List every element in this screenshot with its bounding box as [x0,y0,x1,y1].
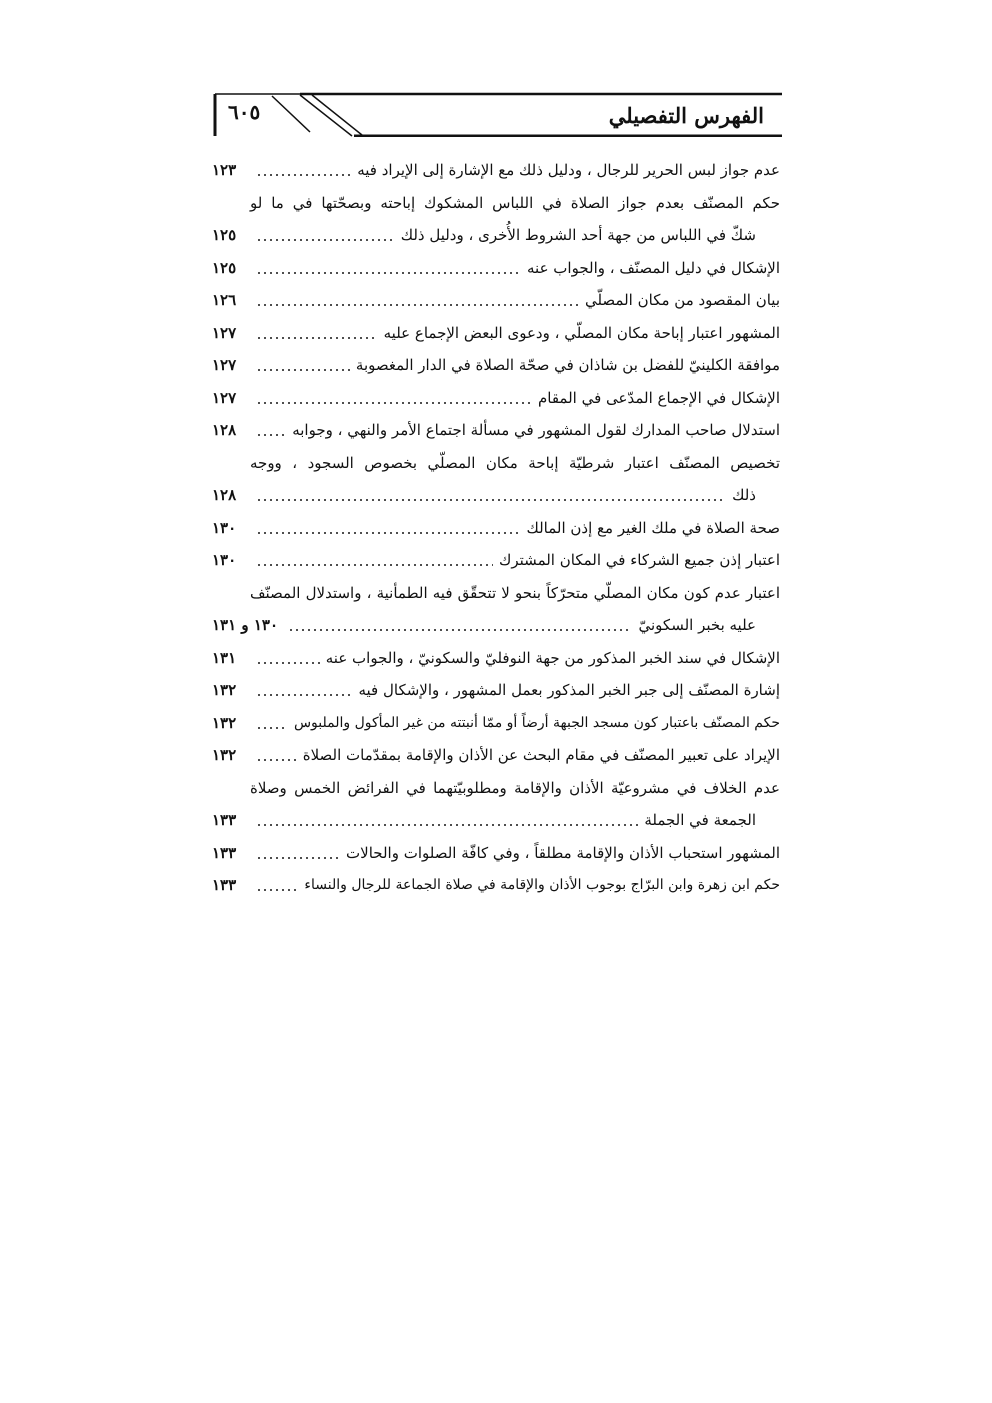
index-entry [212,707,782,740]
entry-page: ١٣٢ [212,713,237,732]
entry-page: ١٢٧ [212,388,237,407]
dot-leader [256,889,298,891]
entry-page: ١٢٥ [212,226,237,245]
entry-page: ١٣٠ و ١٣١ [212,616,279,635]
entry-text: بيان المقصود من مكان المصلّي [584,291,780,310]
entry-text: استدلال صاحب المدارك لقول المشهور في مسألة اجتماع الأمر والنهي ، وجوابه [292,421,780,440]
index-entry [212,414,782,447]
index-entry [212,577,782,610]
entry-page: ١٢٨ [212,486,237,505]
entry-page: ١٢٦ [212,291,237,310]
dot-leader [256,337,378,339]
entry-text: حكم المصنّف بعدم جواز الصلاة في اللباس المشكوك إباحته وبصحّتها في ما لو [250,193,780,212]
entry-text: الإشكال في دليل المصنّف ، والجواب عنه [527,258,780,277]
entry-page: ١٣٣ [212,811,237,830]
entry-page: ١٣١ [212,648,237,667]
entry-text: الجمعة في الجملة [644,811,756,830]
index-entry [212,869,782,902]
page-title: الفهرس التفصيلي [608,103,764,128]
entry-text: عدم جواز لبس الحرير للرجال ، ودليل ذلك مع الإشارة إلى الإيراد فيه [357,161,780,180]
dot-leader [256,239,395,241]
dot-leader [256,272,521,274]
dot-leader [256,174,351,176]
entry-text: الإيراد على تعبير المصنّف في مقام البحث عن الأذان والإقامة بمقدّمات الصلاة [302,746,780,765]
entry-page: ١٣٣ [212,876,237,895]
dot-leader [256,662,320,664]
index-entry [212,772,782,805]
index-entry-continuation [212,219,782,252]
index-entry [212,154,782,187]
entry-page: ١٢٧ [212,356,237,375]
index-entry-continuation [212,609,782,642]
dot-leader [256,694,352,696]
entry-text: عليه بخبر السكونيّ [638,616,756,635]
index-entry [212,739,782,772]
entry-text: حكم ابن زهرة وابن البرّاج بوجوب الأذان والإقامة في صلاة الجماعة للرجال والنساء [304,877,780,894]
index-entry [212,674,782,707]
entry-text: شكّ في اللباس من جهة أحد الشروط الأُخرى ، ودليل ذلك [400,226,756,245]
dot-leader [256,304,579,306]
entry-text: إشارة المصنّف إلى جبر الخبر المذكور بعمل المشهور ، والإشكال فيه [358,681,780,700]
entry-text: اعتبار عدم كون مكان المصلّي متحرّكاً بنحو لا تتحقّق فيه الطمأنية ، واستدلال المصنّف [250,583,780,602]
entry-page: ١٣٢ [212,746,237,765]
dot-leader [256,857,340,859]
entry-text: الإشكال في الإجماع المدّعى في المقام [537,388,780,407]
index-entries [212,154,782,902]
index-entry [212,187,782,220]
entry-page: ١٢٧ [212,323,237,342]
index-entry-continuation [212,804,782,837]
dot-leader [256,402,532,404]
entry-page: ١٢٥ [212,258,237,277]
entry-text: عدم الخلاف في مشروعيّة الأذان والإقامة ومطلوبيّتهما في الفرائض الخمس وصلاة [250,778,780,797]
index-entry [212,447,782,480]
index-entry-continuation [212,479,782,512]
index-entry [212,349,782,382]
index-entry [212,252,782,285]
entry-page: ١٣٣ [212,843,237,862]
dot-leader [256,369,350,371]
entry-text: حكم المصنّف باعتبار كون مسجد الجبهة أرضاً أو ممّا أنبتته من غير المأكول والملبوس [293,714,780,731]
entry-page: ١٢٣ [212,161,237,180]
entry-text: صحة الصلاة في ملك الغير مع إذن المالك [526,518,780,537]
index-entry [212,512,782,545]
entry-text: اعتبار إذن جميع الشركاء في المكان المشترك [499,551,780,570]
entry-text: المشهور اعتبار إباحة مكان المصلّي ، ودعوى البعض الإجماع عليه [383,323,780,342]
dot-leader [256,824,638,826]
dot-leader [256,759,297,761]
dot-leader [256,434,286,436]
dot-leader [256,499,726,501]
entry-text: المشهور استحباب الأذان والإقامة مطلقاً ، وفي كافّة الصلوات والحالات [346,843,780,862]
entry-page: ١٢٨ [212,421,237,440]
entry-text: تخصيص المصنّف اعتبار شرطيّة إباحة مكان المصلّي بخصوص السجود ، ووجه [250,453,780,472]
dot-leader [256,532,520,534]
entry-page: ١٣٠ [212,518,237,537]
dot-leader [288,629,632,631]
index-entry [212,837,782,870]
dot-leader [256,564,493,566]
index-entry [212,317,782,350]
entry-text: الإشكال في سند الخبر المذكور من جهة النوفليّ والسكونيّ ، والجواب عنه [325,648,780,667]
entry-text: ذلك [732,486,756,505]
page-number: ٦٠٥ [228,100,261,124]
entry-text: موافقة الكلينيّ للفضل بن شاذان في صحّة الصلاة في الدار المغصوبة [355,356,780,375]
index-entry [212,382,782,415]
index-entry [212,284,782,317]
index-entry [212,642,782,675]
entry-page: ١٣٢ [212,681,237,700]
dot-leader [256,727,288,729]
index-entry [212,544,782,577]
entry-page: ١٣٠ [212,551,237,570]
